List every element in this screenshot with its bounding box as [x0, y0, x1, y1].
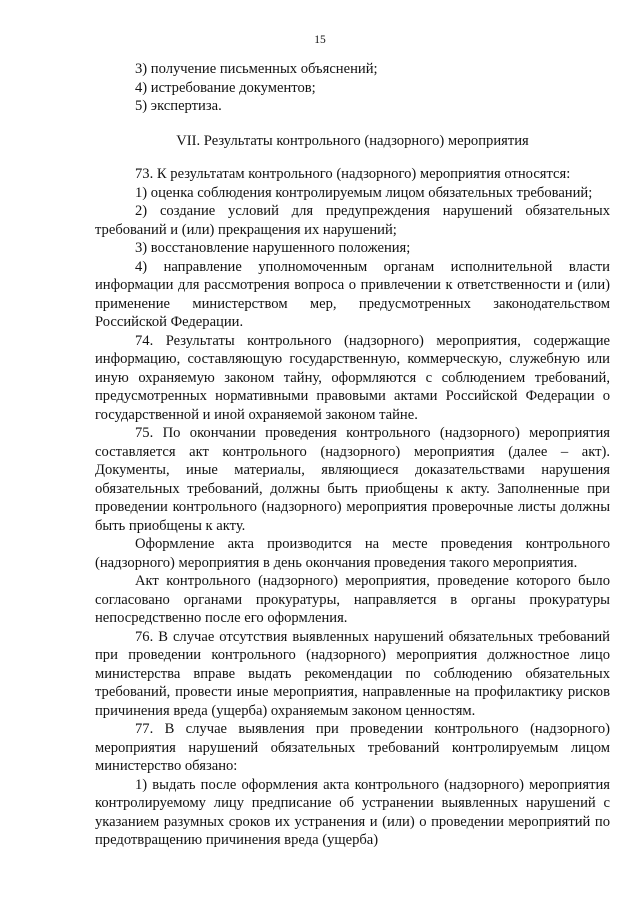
paragraph-73: 73. К результатам контрольного (надзорного) мероприятия относятся: [135, 166, 571, 182]
paragraph-73-item-2: 2) создание условий для предупреждения нарушений обязательных требований и (или) прекращения их нарушений; [95, 203, 610, 238]
paragraph-76: 76. В случае отсутствия выявленных нарушений обязательных требований при проведении контрольного (надзорного) мероприятия должностное лицо министерства вправе выдать рекомендации по соблюдению обязательных требований, провести иные мероприятия, направленные на профилактику рисков причинения вреда (ущерба) охраняемым законом ценностям. [95, 628, 610, 719]
paragraph-75-act-prosecutor: Акт контрольного (надзорного) мероприятия, проведение которого было согласовано органами прокуратуры, направляется в органы прокуратуры непосредственно после его оформления. [95, 573, 610, 626]
paragraph-73-item-4: 4) направление уполномоченным органам исполнительной власти информации для рассмотрения вопроса о привлечении к ответственности и (или) применение министерством мер, предусмотренных законодательством Российской Федерации. [95, 258, 610, 330]
page-content [95, 60, 610, 850]
paragraph-75-act-drafting: Оформление акта производится на месте проведения контрольного (надзорного) мероприятия в день окончания проведения такого мероприятия. [95, 536, 610, 571]
page-number: 15 [314, 34, 326, 46]
paragraph-74: 74. Результаты контрольного (надзорного) мероприятия, содержащие информацию, составляющую государственную, коммерческую, служебную или иную охраняемую законом тайну, оформляются с соблюдением требований, предусмотренных нормативными правовыми актами Российской Федерации о государственной и иной охраняемой законом тайне. [95, 332, 610, 423]
paragraph-73-item-3: 3) восстановление нарушенного положения; [135, 240, 411, 256]
paragraph-75: 75. По окончании проведения контрольного (надзорного) мероприятия составляется акт контрольного (надзорного) мероприятия (далее – акт). Документы, иные материалы, являющиеся доказательствами нарушения обязательных требований, должны быть приобщены к акту. Заполненные при проведении контрольного (надзорного) мероприятия проверочные листы должны быть приобщены к акту. [95, 425, 610, 534]
list-item: 3) получение письменных объяснений; [135, 61, 378, 77]
list-item: 4) истребование документов; [135, 79, 316, 96]
paragraph-73-item-1: 1) оценка соблюдения контролируемым лицом обязательных требований; [135, 184, 593, 201]
paragraph-77: 77. В случае выявления при проведении контрольного (надзорного) мероприятия нарушений обязательных требований контролируемым лицом министерство обязано: [95, 721, 610, 774]
list-item: 5) экспертиза. [135, 98, 222, 114]
section-title: VII. Результаты контрольного (надзорного) мероприятия [176, 132, 529, 149]
paragraph-77-item-1: 1) выдать после оформления акта контрольного (надзорного) мероприятия контролируемому лицу предписание об устранении выявленных нарушений с указанием разумных сроков их устранения и (или) о проведении мероприятий по предотвращению причинения вреда (ущерба) [95, 776, 610, 848]
